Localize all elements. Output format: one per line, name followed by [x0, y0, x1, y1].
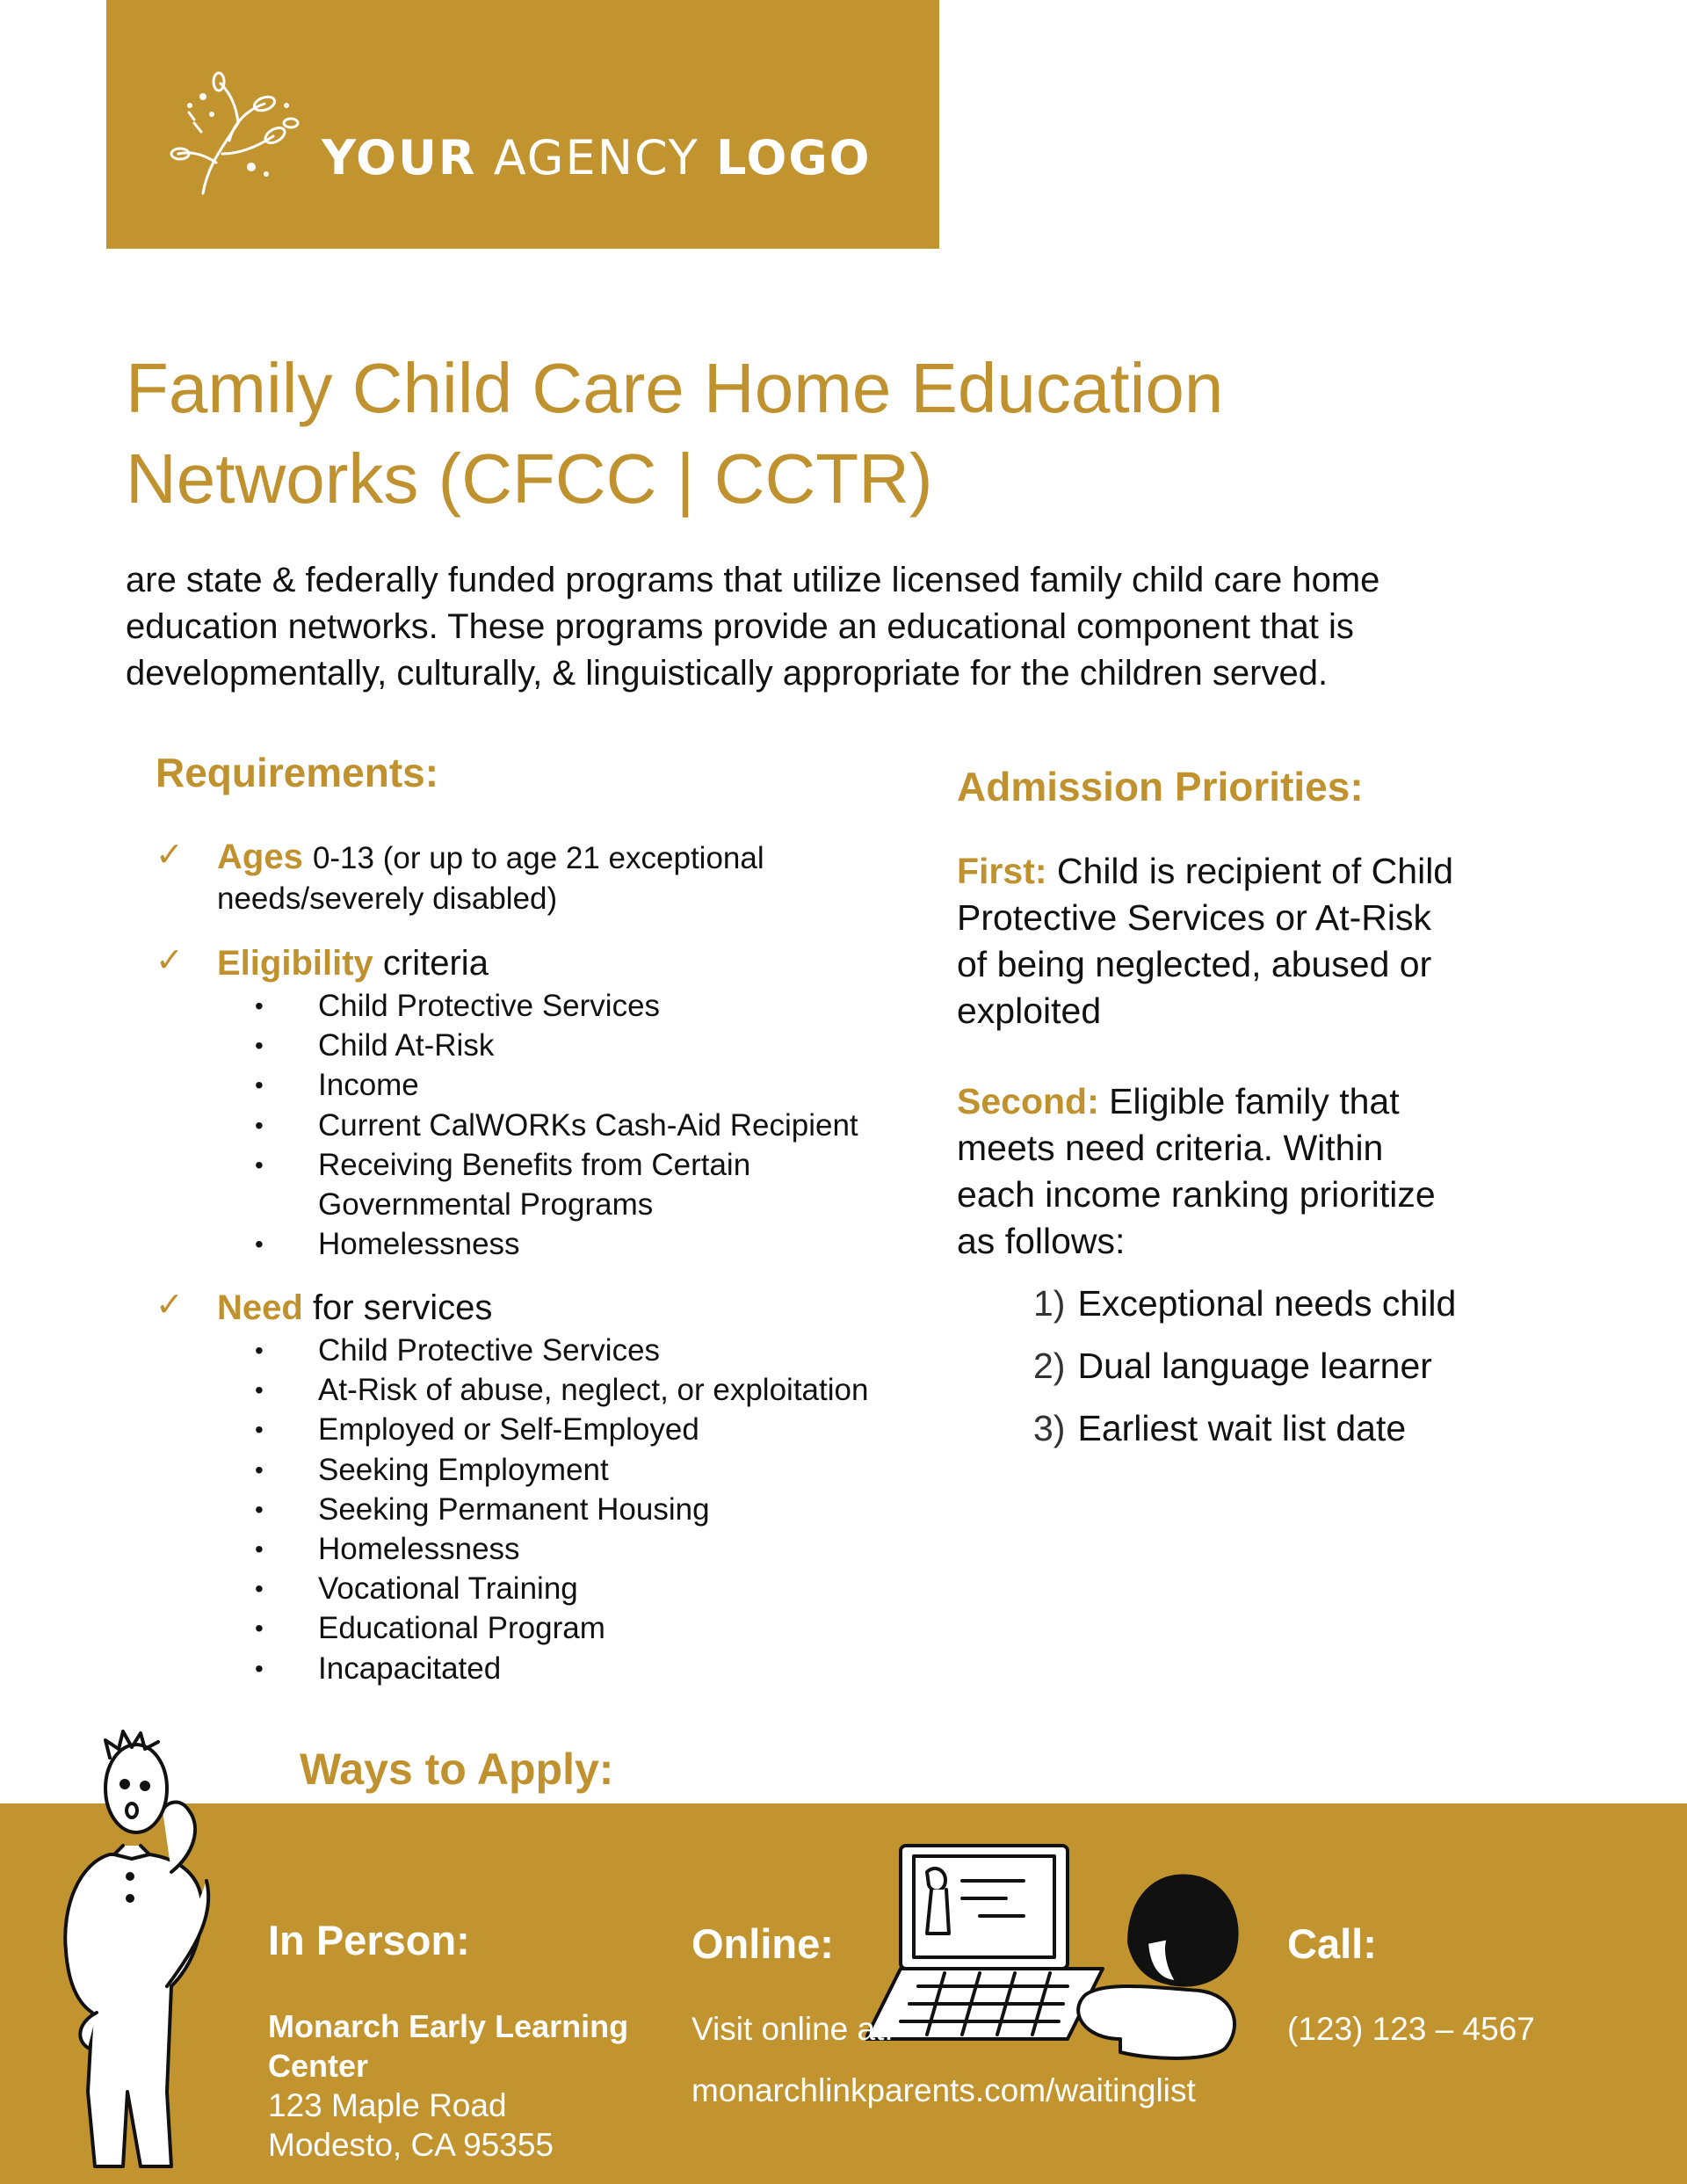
priority-item [1033, 1346, 1432, 1387]
center-name-line-2: Center [268, 2048, 369, 2084]
eligibility-rest: criteria [382, 944, 489, 983]
priority-number: 1) [1033, 1283, 1066, 1324]
second-line-3: each income ranking prioritize [957, 1174, 1436, 1215]
intro-line-3: developmentally, culturally, & linguistically appropriate for the children served. [126, 654, 1329, 693]
priority-text: Dual language learner [1077, 1346, 1432, 1386]
list-item: • Incapacitated [255, 1649, 868, 1688]
priority-text: Earliest wait list date [1077, 1408, 1407, 1448]
list-item: • Income [255, 1065, 858, 1105]
list-item: • Child At-Risk [255, 1026, 858, 1065]
first-line-1: Child is recipient of Child [1056, 851, 1454, 891]
phone-number[interactable]: (123) 123 – 4567 [1287, 2011, 1535, 2047]
first-line-4: exploited [957, 990, 1102, 1031]
eligibility-requirement [217, 944, 489, 983]
ages-requirement [217, 838, 764, 877]
second-line-4: as follows: [957, 1221, 1126, 1261]
priority-item [1033, 1283, 1456, 1324]
first-label: First: [957, 851, 1047, 891]
center-name-line-1: Monarch Early Learning [268, 2008, 629, 2044]
laptop-user-illustration [865, 1837, 1252, 2065]
agency-logo-block [106, 0, 939, 249]
address-line-1: 123 Maple Road [268, 2087, 507, 2123]
list-item-continuation-text: Governmental Programs [318, 1187, 654, 1223]
logo-word-your: YOUR [322, 130, 477, 185]
list-item: • Child Protective Services [255, 1331, 868, 1370]
page-title [126, 343, 1531, 524]
priority-number: 3) [1033, 1408, 1066, 1448]
ages-text-2: needs/severely disabled) [217, 882, 558, 916]
list-item: • Homelessness [255, 1529, 868, 1569]
list-item: • Seeking Permanent Housing [255, 1490, 868, 1529]
first-line-2: Protective Services or At-Risk [957, 897, 1431, 938]
list-item: • Educational Program [255, 1608, 868, 1648]
title-line-1: Family Child Care Home Education [126, 349, 1224, 427]
need-list [255, 1331, 868, 1688]
second-line-2: meets need criteria. Within [957, 1128, 1384, 1168]
list-item: • Employed or Self-Employed [255, 1410, 868, 1449]
second-label: Second: [957, 1081, 1099, 1121]
first-line-3: of being neglected, abused or [957, 944, 1432, 984]
list-item: • Child Protective Services [255, 986, 858, 1026]
intro-line-2: education networks. These programs provide an educational component that is [126, 607, 1354, 646]
eligibility-keyword: Eligibility [217, 944, 373, 983]
ways-to-apply-heading: Ways to Apply: [300, 1745, 614, 1794]
online-visit-text: Visit online at: [691, 2011, 894, 2047]
checkmark-icon: ✓ [156, 837, 184, 874]
checkmark-icon: ✓ [156, 1287, 184, 1324]
address-line-2: Modesto, CA 95355 [268, 2127, 554, 2163]
need-rest: for services [312, 1288, 493, 1327]
second-priority-paragraph [957, 1078, 1519, 1265]
first-priority-paragraph [957, 848, 1519, 1034]
online-heading: Online: [691, 1920, 834, 1967]
logo-word-agency: AGENCY [493, 130, 699, 185]
eligibility-list [255, 986, 858, 1264]
admission-heading: Admission Priorities: [957, 764, 1364, 809]
checkmark-icon: ✓ [156, 942, 184, 979]
second-line-1: Eligible family that [1109, 1081, 1400, 1121]
list-item: • Homelessness [255, 1224, 858, 1264]
intro-line-1: are state & federally funded programs that utilize licensed family child care home [126, 561, 1380, 599]
floral-logo-icon [168, 70, 317, 202]
logo-word-logo: LOGO [715, 130, 872, 185]
list-item: • At-Risk of abuse, neglect, or exploitation [255, 1370, 868, 1410]
requirements-heading: Requirements: [156, 750, 439, 795]
list-item: • Seeking Employment [255, 1450, 868, 1490]
in-person-heading: In Person: [268, 1917, 470, 1963]
waitlist-link[interactable]: monarchlinkparents.com/waitinglist [691, 2072, 1196, 2108]
priority-text: Exceptional needs child [1077, 1283, 1457, 1324]
priority-item [1033, 1408, 1406, 1449]
priority-number: 2) [1033, 1346, 1066, 1386]
ages-keyword: Ages [217, 838, 303, 876]
list-item: • Receiving Benefits from Certain [255, 1145, 858, 1185]
list-item: • Vocational Training [255, 1569, 868, 1608]
need-requirement [217, 1288, 492, 1328]
list-item-continuation [255, 1185, 858, 1224]
intro-paragraph [126, 557, 1567, 697]
ages-text-1: 0-13 (or up to age 21 exceptional [312, 841, 764, 875]
title-line-2: Networks (CFCC | CCTR) [126, 439, 933, 518]
call-heading: Call: [1287, 1920, 1377, 1967]
list-item: • Current CalWORKs Cash-Aid Recipient [255, 1106, 858, 1145]
need-keyword: Need [217, 1288, 303, 1327]
logo-text [322, 130, 872, 185]
